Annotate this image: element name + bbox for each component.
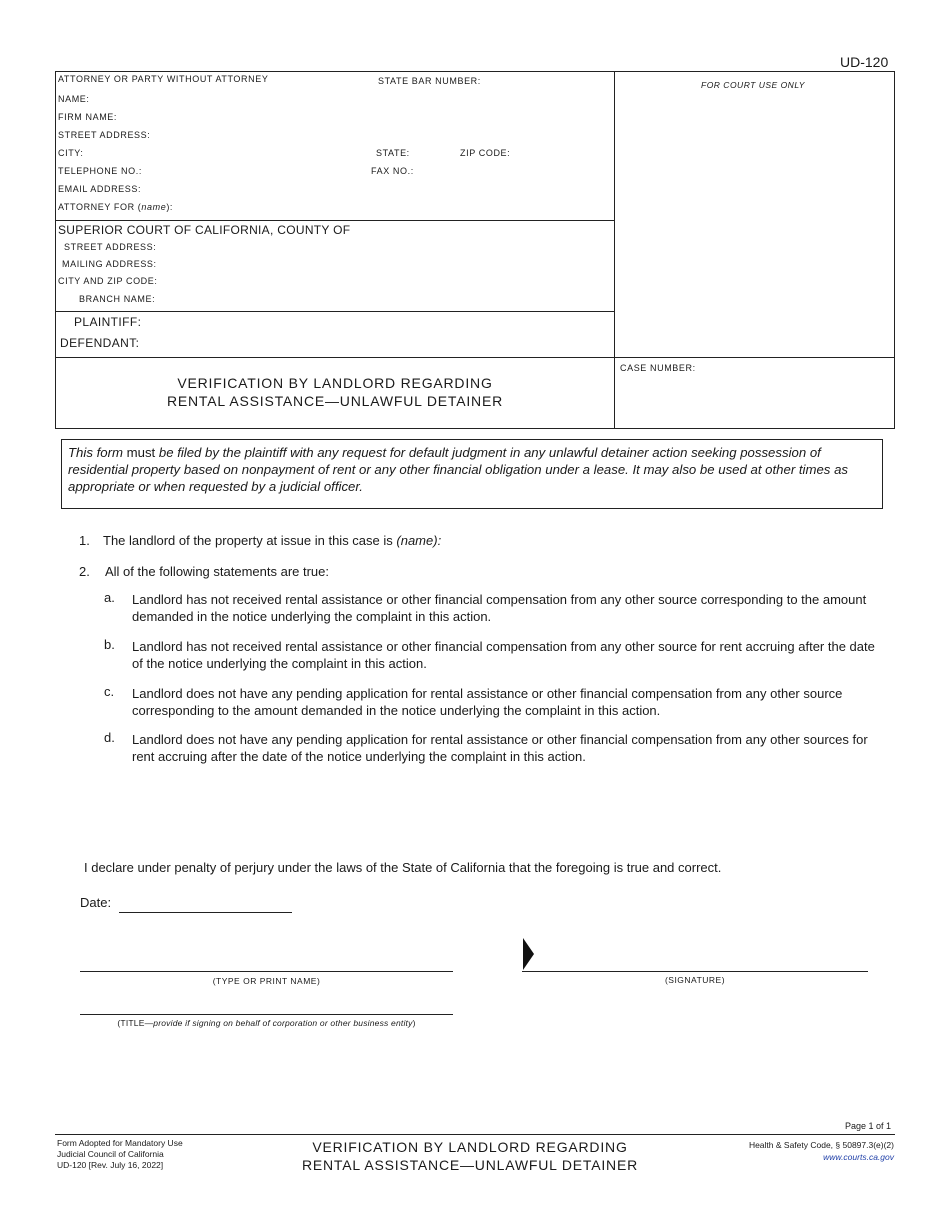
item-2c-letter: c.	[104, 684, 115, 699]
signature-label: (SIGNATURE)	[664, 975, 726, 985]
item-2-number: 2.	[79, 564, 90, 579]
state-label[interactable]: STATE:	[376, 148, 410, 158]
attorney-court-divider	[55, 220, 615, 221]
print-name-line[interactable]	[80, 971, 453, 972]
footer-rev: UD-120 [Rev. July 16, 2022]	[57, 1160, 164, 1170]
signature-line[interactable]	[522, 971, 868, 972]
form-title	[55, 374, 615, 410]
footer-code: Health & Safety Code, § 50897.3(e)(2)	[748, 1140, 894, 1150]
footer-right	[749, 1139, 894, 1163]
item-2b-text: Landlord has not received rental assistance or other financial compensation from any other source for rent accruing after the date of the notice underlying the complaint in this action.	[132, 639, 875, 671]
date-field-line[interactable]	[119, 912, 292, 913]
street-address-label[interactable]: STREET ADDRESS:	[58, 130, 151, 140]
zip-code-label[interactable]: ZIP CODE:	[460, 148, 511, 158]
footer-title-line1: VERIFICATION BY LANDLORD REGARDING	[312, 1139, 628, 1155]
footer-rule	[55, 1134, 895, 1135]
telephone-label[interactable]: TELEPHONE NO.:	[58, 166, 142, 176]
court-city-zip-label[interactable]: CITY AND ZIP CODE:	[58, 276, 158, 286]
date-label: Date:	[80, 895, 112, 910]
fax-label[interactable]: FAX NO.:	[371, 166, 414, 176]
form-id: UD-120	[840, 54, 889, 70]
court-parties-divider	[55, 311, 615, 312]
court-mailing-label[interactable]: MAILING ADDRESS:	[62, 259, 157, 269]
signature-arrow-icon	[523, 938, 534, 970]
item-1-number: 1.	[79, 533, 90, 548]
firm-name-label[interactable]: FIRM NAME:	[58, 112, 117, 122]
defendant-label[interactable]: DEFENDANT:	[60, 336, 140, 350]
item-2b-letter: b.	[104, 637, 115, 652]
item-2d-text: Landlord does not have any pending application for rental assistance or other financial compensation from any other sources for rent accruing after the date of the notice underlying the complaint in this action.	[132, 732, 868, 764]
declaration-text: I declare under penalty of perjury under the laws of the State of California that the foregoing is true and correct.	[84, 860, 722, 875]
footer-left	[57, 1138, 183, 1171]
item-2d-letter: d.	[104, 730, 115, 745]
state-bar-label[interactable]: STATE BAR NUMBER:	[378, 76, 481, 86]
title-line[interactable]	[80, 1014, 453, 1015]
item-2-text: All of the following statements are true:	[105, 564, 330, 579]
attorney-header-label: ATTORNEY OR PARTY WITHOUT ATTORNEY	[58, 74, 269, 84]
form-title-line2: RENTAL ASSISTANCE—UNLAWFUL DETAINER	[166, 393, 504, 409]
footer-title	[260, 1138, 680, 1174]
attorney-for-label[interactable]: ATTORNEY FOR (name):	[58, 202, 174, 212]
item-1-text[interactable]: The landlord of the property at issue in this case is (name):	[103, 533, 442, 548]
footer-council: Judicial Council of California	[57, 1149, 164, 1159]
item-2c-text: Landlord does not have any pending application for rental assistance or other financial compensation from any other source corresponding to the amount demanded in the notice underlying the complaint in this action.	[132, 686, 843, 718]
parties-title-divider	[55, 357, 895, 358]
case-number-label[interactable]: CASE NUMBER:	[620, 363, 696, 373]
item-2a-letter: a.	[104, 590, 115, 605]
court-title[interactable]: SUPERIOR COURT OF CALIFORNIA, COUNTY OF	[58, 223, 351, 237]
courts-website-link[interactable]: www.courts.ca.gov	[823, 1152, 894, 1162]
footer-title-line2: RENTAL ASSISTANCE—UNLAWFUL DETAINER	[301, 1157, 639, 1173]
court-street-label[interactable]: STREET ADDRESS:	[64, 242, 157, 252]
notice-text: This form must be filed by the plaintiff with any request for default judgment in any unlawful detainer action seeking possession of residential property based on nonpayment of rent or any other financial obligation under a lease. It may also be used at other times as appropriate or when requested by a judicial officer.	[68, 445, 848, 494]
title-label: (TITLE—provide if signing on behalf of corporation or other business entity)	[117, 1018, 416, 1028]
court-branch-label[interactable]: BRANCH NAME:	[79, 294, 156, 304]
page-number: Page 1 of 1	[845, 1121, 892, 1131]
plaintiff-label[interactable]: PLAINTIFF:	[74, 315, 142, 329]
email-label[interactable]: EMAIL ADDRESS:	[58, 184, 142, 194]
form-title-line1: VERIFICATION BY LANDLORD REGARDING	[177, 375, 493, 391]
footer-adopted: Form Adopted for Mandatory Use	[57, 1138, 183, 1148]
print-name-label: (TYPE OR PRINT NAME)	[212, 976, 321, 986]
name-label[interactable]: NAME:	[58, 94, 90, 104]
court-use-label: FOR COURT USE ONLY	[701, 80, 805, 90]
city-label[interactable]: CITY:	[58, 148, 84, 158]
item-2a-text: Landlord has not received rental assistance or other financial compensation from any other source corresponding to the amount demanded in the notice underlying the complaint in this action.	[132, 592, 867, 624]
